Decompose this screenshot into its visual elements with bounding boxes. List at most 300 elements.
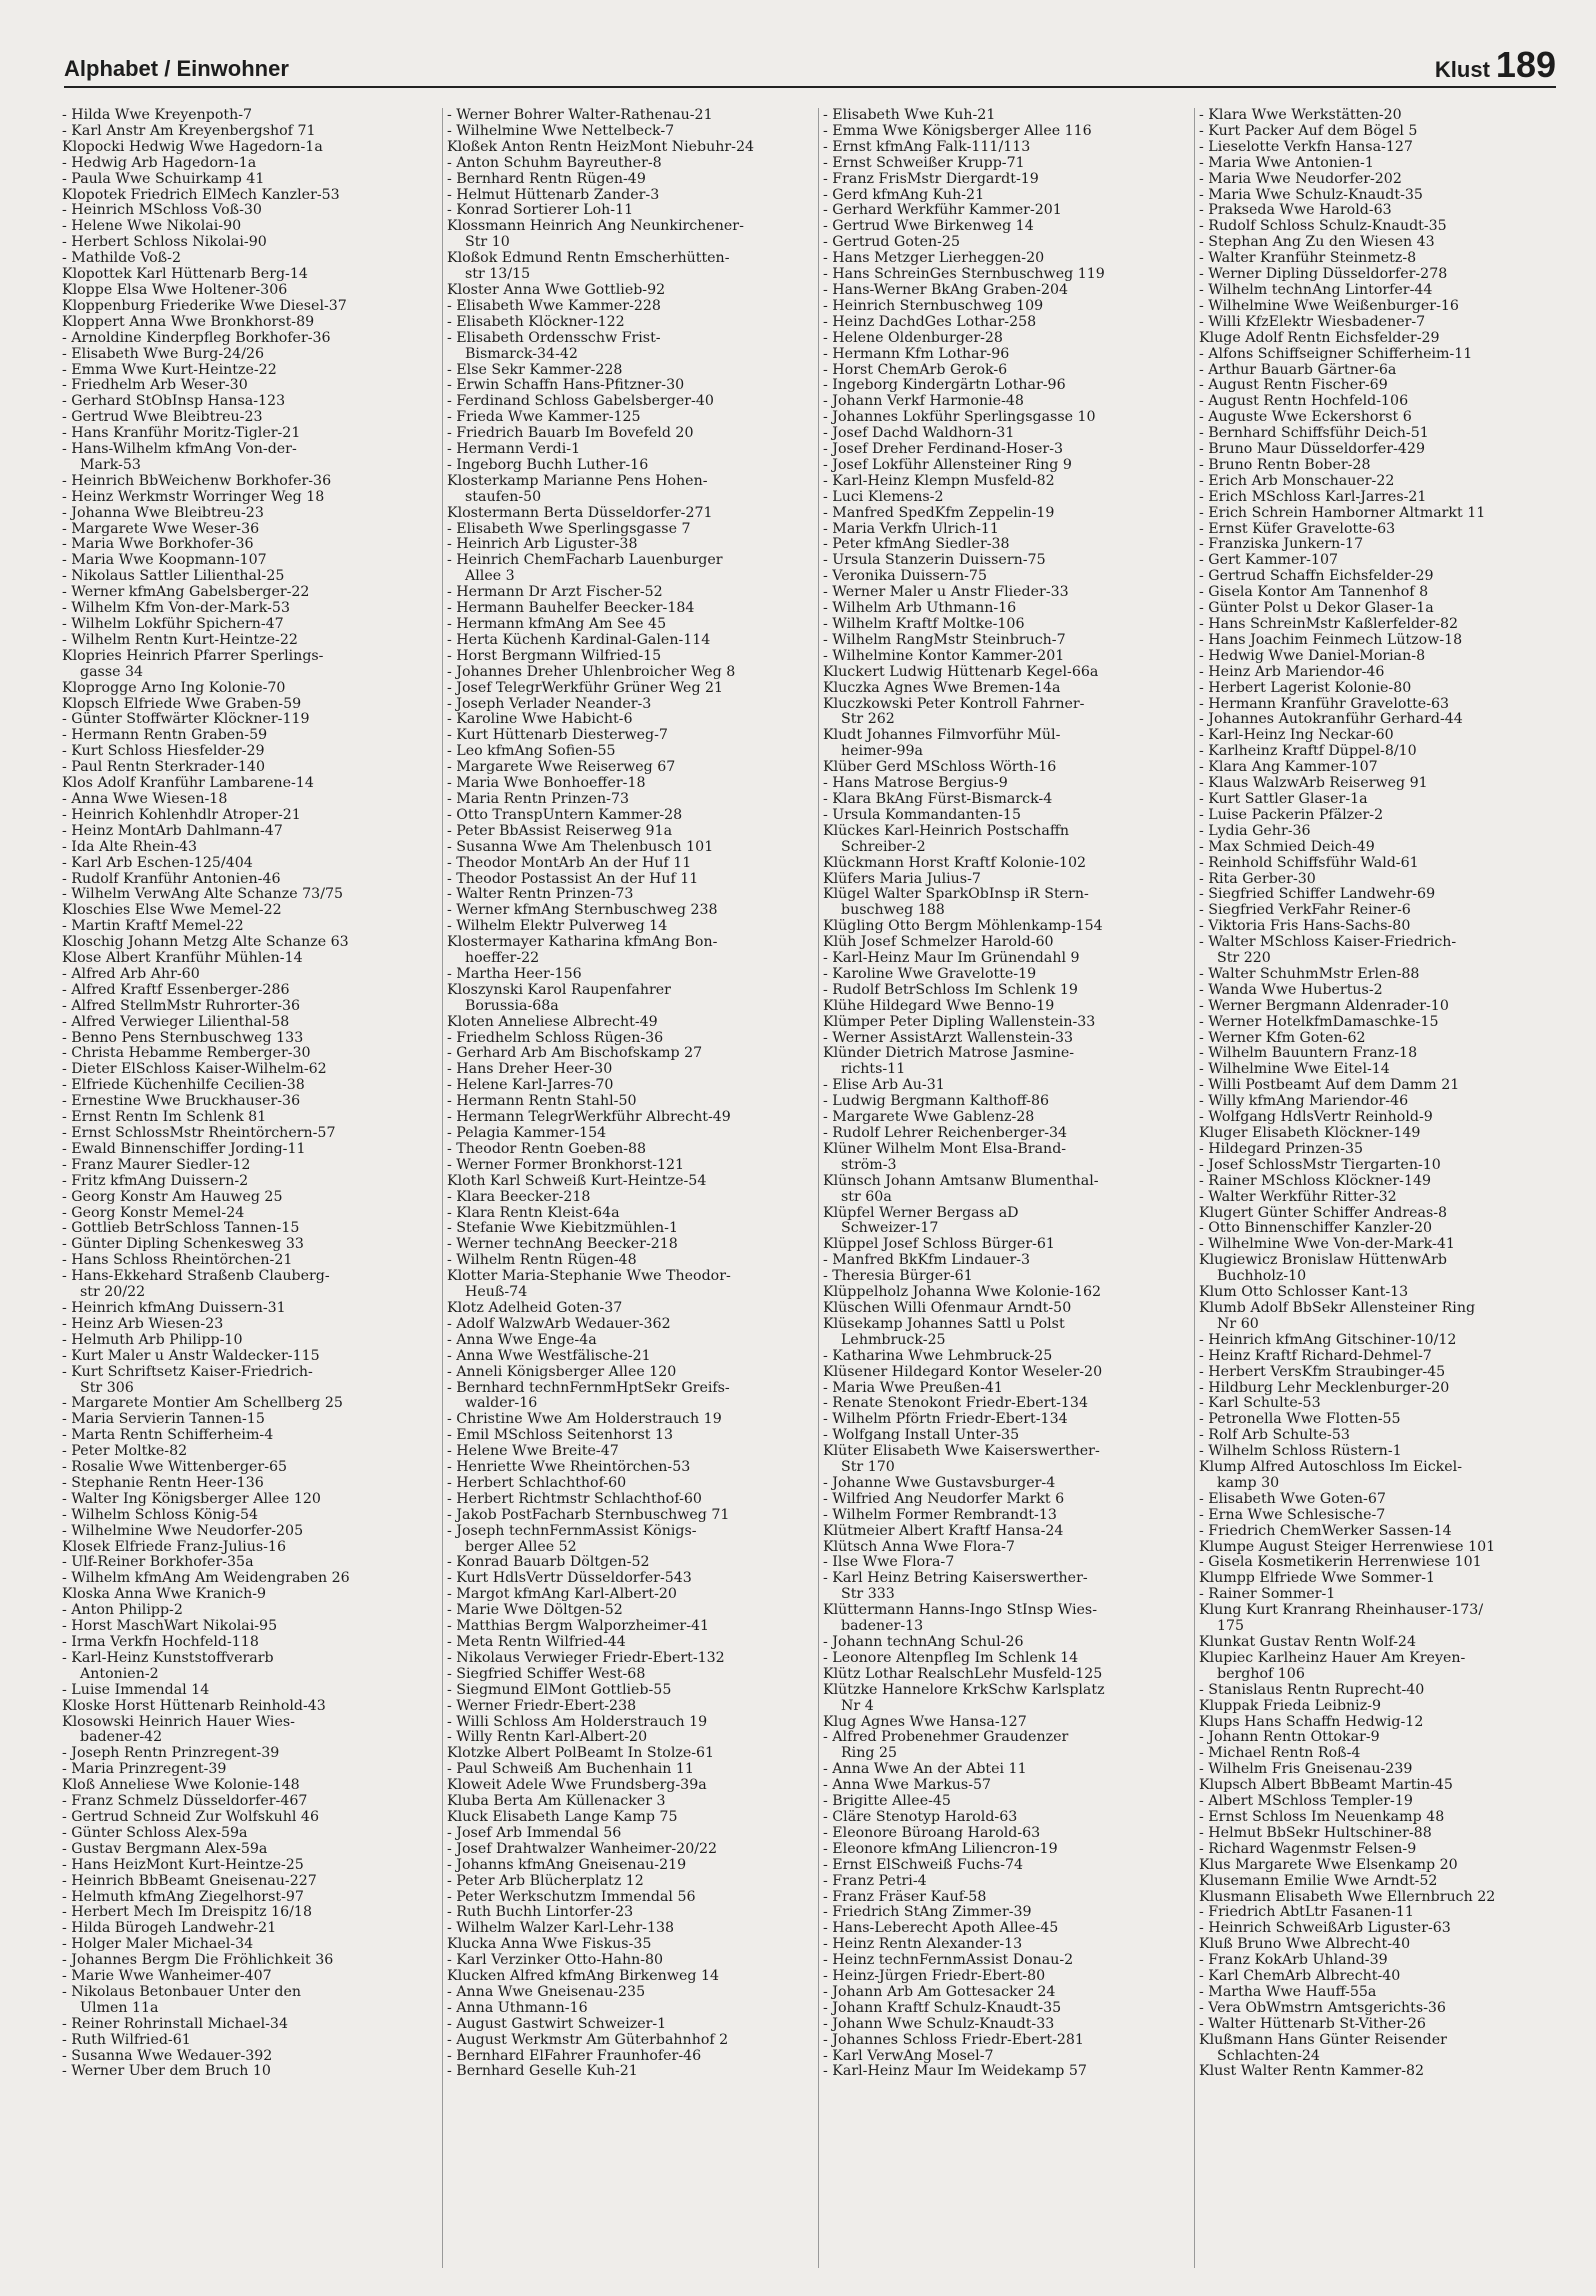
directory-entry: Nr 4: [841, 1698, 874, 1714]
directory-entry: Str 262: [841, 712, 895, 728]
directory-entry: - Luci Klemens-2: [823, 489, 944, 505]
directory-entry: - Karl-Heinz Ing Neckar-60: [1199, 728, 1394, 744]
directory-entry: - Margarete Wwe Reiserweg 67: [447, 760, 676, 776]
directory-entry: Klosek Elfriede Franz-Julius-16: [62, 1539, 286, 1555]
directory-entry: - Werner Bergmann Aldenrader-10: [1199, 998, 1449, 1014]
directory-entry: Kloschig Johann Metzg Alte Schanze 63: [62, 935, 349, 951]
directory-entry: - Ewald Binnenschiffer Jording-11: [62, 1141, 306, 1157]
directory-entry: Kloßok Edmund Rentn Emscherhütten-: [447, 251, 730, 267]
directory-entry: - Jakob PostFacharb Sternbuschweg 71: [447, 1507, 730, 1523]
directory-entry: - Ida Alte Rhein-43: [62, 839, 198, 855]
column-3: [818, 108, 1178, 2268]
directory-entry: - Karl Schulte-53: [1199, 1396, 1321, 1412]
directory-entry: - Karl Anstr Am Kreyenbergshof 71: [62, 123, 316, 139]
directory-entry: Kloster Anna Wwe Gottlieb-92: [447, 282, 666, 298]
directory-entry: - Ernst Schloss Im Neuenkamp 48: [1199, 1809, 1445, 1825]
directory-entry: Klusemann Emilie Wwe Arndt-52: [1199, 1873, 1438, 1889]
directory-entry: - Kurt Schriftsetz Kaiser-Friedrich-: [62, 1364, 313, 1380]
directory-entry: Klump Alfred Autoschloss Im Eickel-: [1199, 1460, 1462, 1476]
directory-entry: - Johann technAng Schul-26: [823, 1635, 1024, 1650]
directory-entry: - Helmuth Arb Philipp-10: [62, 1332, 243, 1348]
directory-entry: Klumpp Elfriede Wwe Sommer-1: [1199, 1571, 1436, 1587]
directory-entry: - Heinz MontArb Dahlmann-47: [62, 823, 283, 839]
directory-entry: - Karl-Heinz Klempn Musfeld-82: [823, 473, 1055, 489]
directory-entry: - Heinrich kfmAng Gitschiner-10/12: [1199, 1332, 1457, 1348]
directory-entry: - Bernhard ElFahrer Fraunhofer-46: [447, 2048, 702, 2064]
directory-entry: - Gustav Bergmann Alex-59a: [62, 1841, 268, 1857]
directory-entry: - Ingeborg Kindergärtn Lothar-96: [823, 378, 1066, 394]
directory-entry: - Heinz DachdGes Lothar-258: [823, 314, 1037, 330]
directory-entry: Klups Hans Schaffn Hedwig-12: [1199, 1714, 1424, 1730]
directory-entry: - Karl-Heinz Kunststoffverarb: [62, 1650, 274, 1666]
directory-entry: Klüppelholz Johanna Wwe Kolonie-162: [823, 1285, 1102, 1301]
directory-entry: - Wilhelm Rentn Kurt-Heintze-22: [62, 632, 298, 648]
column-1: [62, 108, 422, 2268]
directory-entry: - Willy kfmAng Mariendor-46: [1199, 1094, 1409, 1110]
directory-entry: - Werner Former Bronkhorst-121: [447, 1157, 685, 1173]
directory-entry: - Wilhelm Schloss König-54: [62, 1507, 259, 1523]
directory-entry: Klucken Alfred kfmAng Birkenweg 14: [447, 1969, 720, 1985]
directory-entry: - Anna Wwe Wiesen-18: [62, 791, 228, 807]
directory-entry: - Gertrud Wwe Bleibtreu-23: [62, 410, 263, 426]
directory-entry: - Christa Hebamme Remberger-30: [62, 1046, 311, 1062]
directory-entry: - Rudolf Schloss Schulz-Knaudt-35: [1199, 219, 1447, 235]
directory-entry: - Anna Wwe Westfälische-21: [447, 1348, 651, 1364]
directory-entry: - Franz KokArb Uhland-39: [1199, 1953, 1388, 1969]
directory-entry: Str 220: [1217, 951, 1271, 967]
directory-entry: - Emma Wwe Kurt-Heintze-22: [62, 362, 277, 378]
directory-entry: - August Gastwirt Schweizer-1: [447, 2016, 667, 2032]
directory-entry: Ulmen 11a: [80, 2000, 159, 2016]
directory-entry: - Martha Wwe Hauff-55a: [1199, 1984, 1377, 2000]
directory-entry: - Peter Moltke-82: [62, 1444, 188, 1460]
directory-entry: - Meta Rentn Wilfried-44: [447, 1635, 626, 1650]
directory-entry: - Otto TranspUntern Kammer-28: [447, 807, 683, 823]
directory-entry: Schreiber-2: [841, 839, 926, 855]
directory-entry: - Heinz Arb Mariendor-46: [1199, 664, 1385, 680]
directory-entry: - Reiner Rohrinstall Michael-34: [62, 2016, 288, 2032]
directory-entry: - Wolfgang HdlsVertr Reinhold-9: [1199, 1110, 1433, 1126]
directory-entry: - Johanns kfmAng Gneisenau-219: [447, 1857, 687, 1873]
directory-entry: - Renate Stenokont Friedr-Ebert-134: [823, 1396, 1088, 1412]
directory-entry: - Wilhelm Pförtn Friedr-Ebert-134: [823, 1412, 1068, 1428]
directory-entry: Kloth Karl Schweiß Kurt-Heintze-54: [447, 1173, 707, 1189]
directory-entry: - Johann Verkf Harmonie-48: [823, 394, 1024, 410]
directory-entry: - Maria Wwe Bonhoeffer-18: [447, 776, 646, 792]
directory-entry: - Marie Wwe Döltgen-52: [447, 1603, 623, 1619]
directory-entry: - Viktoria Fris Hans-Sachs-80: [1199, 919, 1411, 935]
section-title: Alphabet / Einwohner: [64, 56, 289, 81]
directory-entry: - Hans Joachim Feinmech Lützow-18: [1199, 632, 1463, 648]
directory-entry: - Elise Arb Au-31: [823, 1078, 945, 1094]
directory-entry: - Walter Kranführ Steinmetz-8: [1199, 251, 1417, 267]
directory-entry: Klunkat Gustav Rentn Wolf-24: [1199, 1635, 1416, 1650]
directory-entry: - Klara Rentn Kleist-64a: [447, 1205, 620, 1221]
directory-entry: - Ferdinand Schloss Gabelsberger-40: [447, 394, 714, 410]
directory-entry: - Margot kfmAng Karl-Albert-20: [447, 1587, 677, 1603]
directory-entry: - Anna Wwe Gneisenau-235: [447, 1984, 646, 2000]
directory-entry: Kloppe Elsa Wwe Holtener-306: [62, 282, 288, 298]
directory-entry: badener-13: [841, 1619, 924, 1635]
directory-entry: - Wilhelm Schloss Rüstern-1: [1199, 1444, 1402, 1460]
directory-entry: - Margarete Montier Am Schellberg 25: [62, 1396, 343, 1412]
directory-entry: - Gerhard StObInsp Hansa-123: [62, 394, 286, 410]
directory-entry: - Hans-Leberecht Apoth Allee-45: [823, 1921, 1059, 1937]
directory-entry: - Wilhelm RangMstr Steinbruch-7: [823, 632, 1066, 648]
directory-entry: - Stefanie Wwe Kiebitzmühlen-1: [447, 1221, 678, 1237]
directory-entry: - Johann Kraftf Schulz-Knaudt-35: [823, 2000, 1062, 2016]
directory-entry: - Heinrich kfmAng Duissern-31: [62, 1300, 286, 1316]
directory-entry: - Hedwig Wwe Daniel-Morian-8: [1199, 648, 1426, 664]
directory-entry: - Bernhard Rentn Rügen-49: [447, 171, 646, 187]
directory-entry: - Josef Dreher Ferdinand-Hoser-3: [823, 442, 1064, 458]
directory-entry: - Klara Beecker-218: [447, 1189, 591, 1205]
directory-entry: - Otto Binnenschiffer Kanzler-20: [1199, 1221, 1433, 1237]
directory-entry: - Paul Schweiß Am Buchenhain 11: [447, 1762, 694, 1778]
directory-entry: str 20/22: [80, 1285, 146, 1301]
directory-entry: - August Werkmstr Am Güterbahnhof 2: [447, 2032, 729, 2048]
directory-entry: - Gertrud Goten-25: [823, 235, 960, 251]
directory-entry: Klosowski Heinrich Hauer Wies-: [62, 1714, 295, 1730]
directory-entry: - Rolf Arb Schulte-53: [1199, 1428, 1350, 1444]
directory-entry: - Alfred StellmMstr Ruhrorter-36: [62, 998, 301, 1014]
directory-entry: - Gerd kfmAng Kuh-21: [823, 187, 985, 203]
directory-entry: - Hermann Kfm Lothar-96: [823, 346, 1010, 362]
directory-entry: Klüschen Willi Ofenmaur Arndt-50: [823, 1300, 1072, 1316]
directory-entry: - Ernestine Wwe Bruckhauser-36: [62, 1094, 301, 1110]
directory-entry: - Franz FrisMstr Diergardt-19: [823, 171, 1039, 187]
directory-entry: - Emil MSchloss Seitenhorst 13: [447, 1428, 674, 1444]
directory-entry: - Klaus WalzwArb Reiserweg 91: [1199, 776, 1428, 792]
directory-entry: - Heinrich SchweißArb Liguster-63: [1199, 1921, 1451, 1937]
directory-entry: - Wilhelm Rentn Rügen-48: [447, 1253, 637, 1269]
directory-entry: - Frieda Wwe Kammer-125: [447, 410, 641, 426]
directory-entry: - Willy Rentn Karl-Albert-20: [447, 1730, 648, 1746]
directory-entry: - Willi Postbeamt Auf dem Damm 21: [1199, 1078, 1460, 1094]
directory-entry: Str 333: [841, 1587, 895, 1603]
directory-entry: - August Rentn Fischer-69: [1199, 378, 1388, 394]
directory-entry: - Gertrud Wwe Birkenweg 14: [823, 219, 1034, 235]
directory-entry: - Heinz-Jürgen Friedr-Ebert-80: [823, 1969, 1046, 1985]
directory-entry: - Walter Rentn Prinzen-73: [447, 887, 634, 903]
directory-entry: - Stephan Ang Zu den Wiesen 43: [1199, 235, 1435, 251]
directory-entry: - Werner Bohrer Walter-Rathenau-21: [447, 108, 713, 123]
directory-entry: - Ursula Kommandanten-15: [823, 807, 1021, 823]
directory-entry: Kloten Anneliese Albrecht-49: [447, 1014, 658, 1030]
directory-entry: - Anton Schuhm Bayreuther-8: [447, 155, 662, 171]
directory-entry: - Ernst Küfer Gravelotte-63: [1199, 521, 1396, 537]
directory-entry: - Gertrud Schneid Zur Wolfskuhl 46: [62, 1809, 319, 1825]
directory-entry: Str 170: [841, 1460, 895, 1476]
directory-entry: - Gottlieb BetrSchloss Tannen-15: [62, 1221, 300, 1237]
directory-entry: - Hermann Dr Arzt Fischer-52: [447, 585, 663, 601]
directory-entry: Kloska Anna Wwe Kranich-9: [62, 1587, 267, 1603]
directory-entry: - Peter Werkschutzm Immendal 56: [447, 1889, 696, 1905]
directory-entry: Klüh Josef Schmelzer Harold-60: [823, 935, 1054, 951]
directory-entry: - Werner Kfm Goten-62: [1199, 1030, 1366, 1046]
directory-entry: - Joseph Verlader Neander-3: [447, 696, 652, 712]
directory-entry: - Maria Servierin Tannen-15: [62, 1412, 265, 1428]
directory-entry: - Heinrich Arb Liguster-38: [447, 537, 638, 553]
directory-entry: - Auguste Wwe Eckershorst 6: [1199, 410, 1412, 426]
directory-entry: - Anna Uthmann-16: [447, 2000, 588, 2016]
directory-entry: - Herbert VersKfm Straubinger-45: [1199, 1364, 1446, 1380]
directory-entry: Klüter Elisabeth Wwe Kaiserswerther-: [823, 1444, 1100, 1460]
directory-entry: - Konrad Sortierer Loh-11: [447, 203, 634, 219]
directory-entry: gasse 34: [80, 664, 144, 680]
directory-entry: - Theresia Bürger-61: [823, 1269, 973, 1285]
directory-entry: Klossmann Heinrich Ang Neunkirchener-: [447, 219, 744, 235]
directory-entry: - Wilhelm Kfm Von-der-Mark-53: [62, 601, 290, 617]
directory-entry: - Peter kfmAng Siedler-38: [823, 537, 1010, 553]
directory-entry: - Marie Wwe Wanheimer-407: [62, 1969, 272, 1985]
directory-entry: Klüfers Maria Julius-7: [823, 871, 981, 887]
directory-entry: - Hedwig Arb Hagedorn-1a: [62, 155, 257, 171]
directory-entry: - Siegfried VerkFahr Reiner-6: [1199, 903, 1411, 919]
directory-entry: - Josef Lokführ Allensteiner Ring 9: [823, 457, 1072, 473]
directory-entry: Kloszynski Karol Raupenfahrer: [447, 982, 671, 998]
directory-entry: - Heinrich BbWeichenw Borkhofer-36: [62, 473, 332, 489]
directory-entry: Klugert Günter Schiffer Andreas-8: [1199, 1205, 1448, 1221]
directory-entry: Klümper Peter Dipling Wallenstein-33: [823, 1014, 1096, 1030]
directory-entry: Buchholz-10: [1217, 1269, 1307, 1285]
directory-entry: - Werner kfmAng Sternbuschweg 238: [447, 903, 718, 919]
directory-entry: - Leonore Altenpfleg Im Schlenk 14: [823, 1650, 1079, 1666]
directory-entry: Klotter Maria-Stephanie Wwe Theodor-: [447, 1269, 731, 1285]
directory-entry: - Hans HeizMont Kurt-Heintze-25: [62, 1857, 304, 1873]
directory-entry: - Elisabeth Ordensschw Frist-: [447, 330, 661, 346]
directory-entry: - Werner technAng Beecker-218: [447, 1237, 678, 1253]
directory-entry: walder-16: [465, 1396, 538, 1412]
directory-entry: - Herbert Schloss Nikolai-90: [62, 235, 267, 251]
directory-entry: Klüpfel Werner Bergass aD: [823, 1205, 1019, 1221]
directory-entry: - Arthur Bauarb Gärtner-6a: [1199, 362, 1397, 378]
directory-entry: Klußmann Hans Günter Reisender: [1199, 2032, 1447, 2048]
directory-entry: - Wilhelmine Kontor Kammer-201: [823, 648, 1065, 664]
directory-entry: - Luise Packerin Pfälzer-2: [1199, 807, 1384, 823]
directory-entry: Kloppenburg Friederike Wwe Diesel-37: [62, 298, 347, 314]
directory-entry: - Horst Bergmann Wilfried-15: [447, 648, 662, 664]
directory-entry: Kluß Bruno Wwe Albrecht-40: [1199, 1937, 1411, 1953]
directory-entry: Kloppert Anna Wwe Bronkhorst-89: [62, 314, 315, 330]
directory-entry: - Manfred SpedKfm Zeppelin-19: [823, 505, 1055, 521]
directory-entry: - Heinrich MSchloss Voß-30: [62, 203, 262, 219]
directory-entry: - Hans Matrose Bergius-9: [823, 776, 1008, 792]
directory-entry: Klostermayer Katharina kfmAng Bon-: [447, 935, 718, 951]
directory-entry: - Henriette Wwe Rheintörchen-53: [447, 1460, 691, 1476]
directory-entry: - Marta Rentn Schifferheim-4: [62, 1428, 274, 1444]
directory-entry: - Rainer Sommer-1: [1199, 1587, 1336, 1603]
directory-entry: - Johann Arb Am Gottesacker 24: [823, 1984, 1056, 2000]
directory-entry: Kloschies Else Wwe Memel-22: [62, 903, 282, 919]
directory-entry: - Karoline Wwe Habicht-6: [447, 712, 633, 728]
directory-entry: - Hans Schloss Rheintörchen-21: [62, 1253, 293, 1269]
directory-entry: Klug Agnes Wwe Hansa-127: [823, 1714, 1027, 1730]
running-head-word: Klust: [1434, 57, 1490, 82]
directory-entry: Klopries Heinrich Pfarrer Sperlings-: [62, 648, 324, 664]
directory-entry: Klust Walter Rentn Kammer-82: [1199, 2064, 1425, 2080]
directory-entry: - Maria Wwe Koopmann-107: [62, 553, 267, 569]
directory-entry: Kloprogge Arno Ing Kolonie-70: [62, 680, 286, 696]
directory-entry: - Paula Wwe Schuirkamp 41: [62, 171, 265, 187]
directory-entry: - Josef SchlossMstr Tiergarten-10: [1199, 1157, 1441, 1173]
directory-entry: - Helene Wwe Nikolai-90: [62, 219, 242, 235]
directory-entry: - Willi KfzElektr Wiesbadener-7: [1199, 314, 1426, 330]
directory-entry: - Günter Polst u Dekor Glaser-1a: [1199, 601, 1434, 617]
directory-entry: - Elisabeth Wwe Burg-24/26: [62, 346, 265, 362]
directory-entry: - Elisabeth Wwe Kammer-228: [447, 298, 661, 314]
directory-entry: - Vera ObWmstrn Amtsgerichts-36: [1199, 2000, 1446, 2016]
directory-entry: - Klara Ang Kammer-107: [1199, 760, 1378, 776]
directory-entry: - Maria Verkfn Ulrich-11: [823, 521, 999, 537]
directory-entry: - Theodor Postassist An der Huf 11: [447, 871, 699, 887]
directory-entry: Klüsener Hildegard Kontor Weseler-20: [823, 1364, 1103, 1380]
page-header: [64, 44, 1556, 88]
directory-entry: - Ulf-Reiner Borkhofer-35a: [62, 1555, 254, 1571]
directory-entry: Kluppak Frieda Leibniz-9: [1199, 1698, 1382, 1714]
directory-entry: Klopottek Karl Hüttenarb Berg-14: [62, 267, 308, 283]
directory-entry: - Hildegard Prinzen-35: [1199, 1141, 1364, 1157]
directory-entry: Schlachten-24: [1217, 2048, 1320, 2064]
directory-entry: Klüppel Josef Schloss Bürger-61: [823, 1237, 1055, 1253]
directory-entry: Klumpe August Steiger Herrenwiese 101: [1199, 1539, 1496, 1555]
directory-entry: - Richard Wagenmstr Felsen-9: [1199, 1841, 1417, 1857]
directory-entry: - Walter Werkführ Ritter-32: [1199, 1189, 1397, 1205]
directory-entry: - Alfred Kraftf Essenberger-286: [62, 982, 290, 998]
directory-entry: Allee 3: [465, 569, 515, 585]
directory-entry: - Werner Über dem Bruch 10: [62, 2064, 271, 2080]
directory-entry: buschweg 188: [841, 903, 945, 919]
directory-entry: - Siegfried Schiffer West-68: [447, 1666, 646, 1682]
directory-entry: - Wilhelmine Wwe Nettelbeck-7: [447, 123, 675, 139]
directory-entry: Klüsekamp Johannes Sattl u Polst: [823, 1316, 1065, 1332]
directory-entry: - Theodor MontArb An der Huf 11: [447, 855, 692, 871]
directory-entry: - Herta Küchenh Kardinal-Galen-114: [447, 632, 711, 648]
directory-entry: Klose Albert Kranführ Mühlen-14: [62, 951, 303, 967]
directory-entry: - Manfred BkKfm Lindauer-3: [823, 1253, 1031, 1269]
directory-entry: - Gerhard Werkführ Kammer-201: [823, 203, 1062, 219]
directory-entry: - Hermann TelegrWerkführ Albrecht-49: [447, 1110, 731, 1126]
directory-entry: - Karl-Heinz Maur Im Weidekamp 57: [823, 2064, 1087, 2080]
directory-entry: - Werner Dipling Düsseldorfer-278: [1199, 267, 1448, 283]
directory-entry: - Hermann Rentn Stahl-50: [447, 1094, 637, 1110]
directory-entry: Klügling Otto Bergm Möhlenkamp-154: [823, 919, 1103, 935]
directory-entry: - Heinz Werkmstr Worringer Weg 18: [62, 489, 325, 505]
directory-entry: - Karl Heinz Betring Kaiserswerther-: [823, 1571, 1088, 1587]
directory-entry: - Irma Verkfn Hochfeld-118: [62, 1635, 259, 1650]
directory-entry: Klüber Gerd MSchloss Wörth-16: [823, 760, 1057, 776]
directory-entry: - Hermann kfmAng Am See 45: [447, 617, 667, 632]
directory-entry: Str 10: [465, 235, 510, 251]
directory-entry: - Karoline Wwe Gravelotte-19: [823, 966, 1037, 982]
directory-entry: - Günter Schloss Alex-59a: [62, 1825, 248, 1841]
directory-entry: Klopotek Friedrich ElMech Kanzler-53: [62, 187, 340, 203]
directory-entry: Kluckert Ludwig Hüttenarb Kegel-66a: [823, 664, 1099, 680]
directory-entry: - Heinrich BbBeamt Gneisenau-227: [62, 1873, 317, 1889]
directory-entry: - Elisabeth Wwe Sperlingsgasse 7: [447, 521, 691, 537]
directory-entry: - Klara Wwe Werkstätten-20: [1199, 108, 1402, 123]
directory-entry: - Maria Wwe Neudorfer-202: [1199, 171, 1402, 187]
directory-entry: - Kurt Sattler Glaser-1a: [1199, 791, 1368, 807]
directory-entry: - Josef Dachd Waldhorn-31: [823, 426, 1015, 442]
directory-entry: - Helene Karl-Jarres-70: [447, 1078, 614, 1094]
directory-entry: Klotzke Albert PolBeamt In Stolze-61: [447, 1746, 715, 1762]
directory-entry: - Kurt Maler u Anstr Waldecker-115: [62, 1348, 320, 1364]
directory-entry: - Ernst Rentn Im Schlenk 81: [62, 1110, 267, 1126]
directory-entry: str 60a: [841, 1189, 892, 1205]
directory-entry: - Karlheinz Kraftf Düppel-8/10: [1199, 744, 1417, 760]
directory-entry: - Maria Wwe Schulz-Knaudt-35: [1199, 187, 1423, 203]
directory-entry: - Reinhold Schiffsführ Wald-61: [1199, 855, 1419, 871]
directory-entry: - Werner Friedr-Ebert-238: [447, 1698, 637, 1714]
directory-entry: Ring 25: [841, 1746, 898, 1762]
directory-entry: berger Allee 52: [465, 1539, 577, 1555]
directory-entry: - Cläre Stenotyp Harold-63: [823, 1809, 1018, 1825]
directory-entry: - Friedhelm Schloss Rügen-36: [447, 1030, 664, 1046]
directory-entry: - Gert Kammer-107: [1199, 553, 1339, 569]
column-2: [442, 108, 802, 2268]
directory-entry: - Ludwig Bergmann Kalthoff-86: [823, 1094, 1049, 1110]
directory-entry: - Georg Konstr Am Hauweg 25: [62, 1189, 283, 1205]
directory-entry: - Michael Rentn Roß-4: [1199, 1746, 1361, 1762]
directory-entry: Kluck Elisabeth Lange Kamp 75: [447, 1809, 678, 1825]
directory-entry: Str 306: [80, 1380, 134, 1396]
directory-entry: - Walter MSchloss Kaiser-Friedrich-: [1199, 935, 1457, 951]
directory-entry: - Rita Gerber-30: [1199, 871, 1316, 887]
directory-entry: - Herbert Richtmstr Schlachthof-60: [447, 1491, 702, 1507]
directory-entry: - Hans-Ekkehard Straßenb Clauberg-: [62, 1269, 330, 1285]
directory-entry: - Gisela Kosmetikerin Herrenwiese 101: [1199, 1555, 1482, 1571]
directory-entry: Klückes Karl-Heinrich Postschaffn: [823, 823, 1070, 839]
directory-entry: - Günter Dipling Schenkesweg 33: [62, 1237, 304, 1253]
directory-entry: - Karl Arb Eschen-125/404: [62, 855, 253, 871]
directory-entry: - Ernst Schweißer Krupp-71: [823, 155, 1025, 171]
directory-entry: Klumb Adolf BbSekr Allensteiner Ring: [1199, 1300, 1476, 1316]
directory-entry: - Heinz Arb Wiesen-23: [62, 1316, 224, 1332]
directory-entry: - Petronella Wwe Flotten-55: [1199, 1412, 1401, 1428]
directory-entry: - Stephanie Rentn Heer-136: [62, 1475, 264, 1491]
directory-entry: - Rudolf BetrSchloss Im Schlenk 19: [823, 982, 1078, 998]
directory-entry: Klügel Walter SparkObInsp iR Stern-: [823, 887, 1089, 903]
directory-entry: - Herbert Schlachthof-60: [447, 1475, 627, 1491]
directory-entry: Klucka Anna Wwe Fiskus-35: [447, 1937, 652, 1953]
directory-entry: - Brigitte Allee-45: [823, 1794, 951, 1810]
directory-entry: - Walter Hüttenarb St-Vither-26: [1199, 2016, 1426, 2032]
directory-entry: Klung Kurt Kranrang Rheinhauser-173/: [1199, 1603, 1484, 1619]
directory-entry: - Wilhelmine Wwe Eitel-14: [1199, 1062, 1390, 1078]
directory-entry: - Karl Verzinker Otto-Hahn-80: [447, 1953, 664, 1969]
directory-entry: - Wilhelm Bauuntern Franz-18: [1199, 1046, 1418, 1062]
directory-entry: Lehmbruck-25: [841, 1332, 946, 1348]
directory-entry: Klosterkamp Marianne Pens Hohen-: [447, 473, 708, 489]
directory-entry: - Erna Wwe Schlesische-7: [1199, 1507, 1386, 1523]
directory-entry: - Hilda Wwe Kreyenpoth-7: [62, 108, 253, 123]
directory-entry: Schweizer-17: [841, 1221, 939, 1237]
directory-entry: - Ursula Stanzerin Duissern-75: [823, 553, 1046, 569]
directory-entry: - Wilhelm Fris Gneisenau-239: [1199, 1762, 1413, 1778]
directory-entry: - Wilhelm Walzer Karl-Lehr-138: [447, 1921, 675, 1937]
directory-entry: - Fritz kfmAng Duissern-2: [62, 1173, 249, 1189]
directory-entry: - Elisabeth Wwe Kuh-21: [823, 108, 996, 123]
directory-entry: - Werner HotelkfmDamaschke-15: [1199, 1014, 1439, 1030]
directory-entry: - Heinrich Sternbuschweg 109: [823, 298, 1044, 314]
directory-entry: - Luise Immendal 14: [62, 1682, 210, 1698]
directory-entry: Kludt Johannes Filmvorführ Mül-: [823, 728, 1061, 744]
directory-entry: - Alfred Verwieger Lilienthal-58: [62, 1014, 290, 1030]
directory-entry: - Eleonore Büroang Harold-63: [823, 1825, 1041, 1841]
directory-entry: - Friedrich Bauarb Im Bovefeld 20: [447, 426, 694, 442]
directory-entry: - Joseph Rentn Prinzregent-39: [62, 1746, 280, 1762]
